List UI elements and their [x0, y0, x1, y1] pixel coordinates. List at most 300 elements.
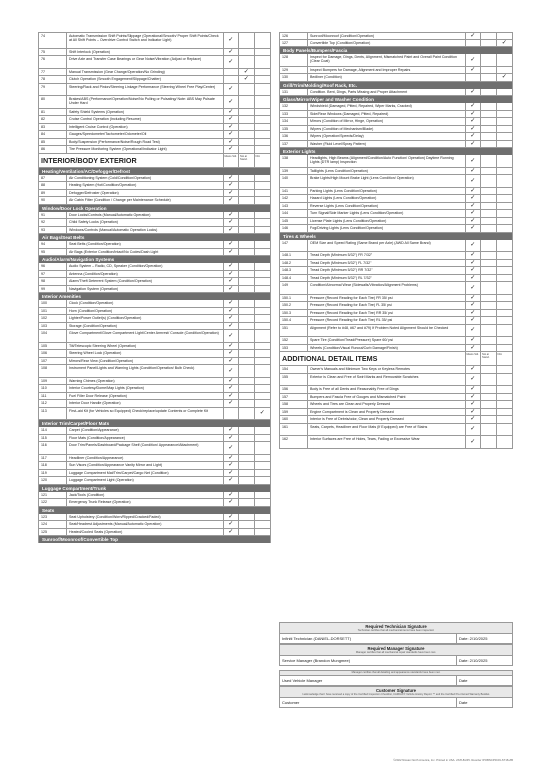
not-standard-checkbox[interactable] — [481, 175, 497, 187]
meets-standard-checkbox[interactable] — [224, 300, 240, 307]
not-standard-checkbox[interactable] — [481, 225, 497, 232]
not-standard-checkbox[interactable] — [481, 155, 497, 167]
meets-standard-checkbox[interactable] — [224, 241, 240, 248]
meets-standard-checkbox[interactable] — [224, 263, 240, 270]
na-checkbox[interactable] — [497, 175, 513, 187]
meets-standard-checkbox[interactable] — [224, 109, 240, 116]
not-standard-checkbox[interactable] — [481, 240, 497, 252]
meets-standard-checkbox[interactable] — [224, 49, 240, 56]
meets-standard-checkbox[interactable] — [224, 499, 240, 506]
na-checkbox[interactable] — [255, 455, 271, 462]
not-standard-checkbox[interactable] — [239, 315, 255, 322]
not-standard-checkbox[interactable] — [481, 67, 497, 74]
not-standard-checkbox[interactable] — [481, 275, 497, 282]
na-checkbox[interactable] — [497, 409, 513, 416]
not-standard-checkbox[interactable] — [481, 436, 497, 448]
meets-standard-checkbox[interactable] — [224, 69, 240, 76]
na-checkbox[interactable] — [497, 317, 513, 324]
na-checkbox[interactable] — [255, 427, 271, 434]
not-standard-checkbox[interactable] — [239, 116, 255, 123]
meets-standard-checkbox[interactable] — [466, 111, 482, 118]
na-checkbox[interactable] — [497, 310, 513, 317]
na-checkbox[interactable] — [497, 188, 513, 195]
meets-standard-checkbox[interactable] — [224, 96, 240, 108]
na-checkbox[interactable] — [255, 263, 271, 270]
na-checkbox[interactable] — [255, 323, 271, 330]
not-standard-checkbox[interactable] — [239, 330, 255, 342]
not-standard-checkbox[interactable] — [239, 182, 255, 189]
not-standard-checkbox[interactable] — [239, 521, 255, 528]
meets-standard-checkbox[interactable] — [466, 203, 482, 210]
meets-standard-checkbox[interactable] — [224, 76, 240, 83]
not-standard-checkbox[interactable] — [239, 76, 255, 83]
na-checkbox[interactable] — [255, 358, 271, 365]
na-checkbox[interactable] — [255, 212, 271, 219]
not-standard-checkbox[interactable] — [239, 393, 255, 400]
check-icon: ✓ — [228, 97, 234, 105]
meets-standard-checkbox[interactable] — [466, 218, 482, 225]
na-checkbox[interactable] — [255, 378, 271, 385]
not-standard-checkbox[interactable] — [239, 278, 255, 285]
meets-standard-checkbox[interactable] — [466, 394, 482, 401]
meets-standard-checkbox[interactable] — [466, 295, 482, 302]
na-checkbox[interactable] — [497, 337, 513, 344]
not-standard-checkbox[interactable] — [239, 323, 255, 330]
not-standard-checkbox[interactable] — [239, 286, 255, 293]
not-standard-checkbox[interactable] — [239, 492, 255, 499]
meets-standard-checkbox[interactable] — [224, 514, 240, 521]
not-standard-checkbox[interactable] — [481, 345, 497, 352]
meets-standard-checkbox[interactable] — [466, 103, 482, 110]
not-standard-checkbox[interactable] — [239, 190, 255, 197]
meets-standard-checkbox[interactable] — [466, 40, 482, 47]
na-checkbox[interactable] — [497, 74, 513, 81]
na-checkbox[interactable] — [497, 374, 513, 386]
not-standard-checkbox[interactable] — [239, 241, 255, 248]
meets-standard-checkbox[interactable] — [224, 492, 240, 499]
na-checkbox[interactable] — [255, 400, 271, 407]
na-checkbox[interactable] — [255, 109, 271, 116]
not-standard-checkbox[interactable] — [239, 146, 255, 153]
signature-line[interactable] — [279, 633, 513, 644]
na-checkbox[interactable] — [255, 84, 271, 96]
meets-standard-checkbox[interactable] — [466, 188, 482, 195]
not-standard-checkbox[interactable] — [239, 139, 255, 146]
meets-standard-checkbox[interactable] — [466, 260, 482, 267]
meets-standard-checkbox[interactable] — [224, 212, 240, 219]
not-standard-checkbox[interactable] — [481, 118, 497, 125]
not-standard-checkbox[interactable] — [481, 218, 497, 225]
meets-standard-checkbox[interactable] — [224, 84, 240, 96]
not-standard-checkbox[interactable] — [481, 394, 497, 401]
na-checkbox[interactable] — [255, 315, 271, 322]
meets-standard-checkbox[interactable] — [466, 118, 482, 125]
na-checkbox[interactable] — [255, 56, 271, 68]
item-number: 158 — [280, 401, 308, 408]
not-standard-checkbox[interactable] — [481, 282, 497, 294]
not-standard-checkbox[interactable] — [481, 302, 497, 309]
meets-standard-checkbox[interactable] — [224, 455, 240, 462]
na-checkbox[interactable] — [497, 275, 513, 282]
not-standard-checkbox[interactable] — [239, 263, 255, 270]
meets-standard-checkbox[interactable] — [224, 521, 240, 528]
meets-standard-checkbox[interactable] — [224, 278, 240, 285]
not-standard-checkbox[interactable] — [239, 350, 255, 357]
not-standard-checkbox[interactable] — [481, 111, 497, 118]
na-checkbox[interactable] — [255, 462, 271, 469]
not-standard-checkbox[interactable] — [239, 343, 255, 350]
meets-standard-checkbox[interactable] — [224, 308, 240, 315]
not-standard-checkbox[interactable] — [239, 529, 255, 536]
na-checkbox[interactable] — [497, 295, 513, 302]
na-checkbox[interactable] — [255, 300, 271, 307]
na-checkbox[interactable] — [255, 330, 271, 342]
meets-standard-checkbox[interactable] — [466, 33, 482, 39]
meets-standard-checkbox[interactable] — [224, 427, 240, 434]
na-checkbox[interactable] — [255, 365, 271, 377]
not-standard-checkbox[interactable] — [481, 337, 497, 344]
not-standard-checkbox[interactable] — [239, 84, 255, 96]
not-standard-checkbox[interactable] — [481, 126, 497, 133]
meets-standard-checkbox[interactable] — [224, 271, 240, 278]
na-checkbox[interactable] — [497, 67, 513, 74]
meets-standard-checkbox[interactable] — [466, 374, 482, 386]
meets-standard-checkbox[interactable] — [466, 67, 482, 74]
na-checkbox[interactable] — [255, 76, 271, 83]
na-checkbox[interactable] — [255, 514, 271, 521]
meets-standard-checkbox[interactable] — [224, 116, 240, 123]
not-standard-checkbox[interactable] — [481, 203, 497, 210]
meets-standard-checkbox[interactable] — [224, 442, 240, 454]
not-standard-checkbox[interactable] — [481, 424, 497, 436]
not-standard-checkbox[interactable] — [481, 54, 497, 66]
na-checkbox[interactable] — [255, 385, 271, 392]
meets-standard-checkbox[interactable] — [224, 249, 240, 256]
meets-standard-checkbox[interactable] — [224, 358, 240, 365]
na-checkbox[interactable] — [255, 116, 271, 123]
meets-standard-checkbox[interactable] — [224, 343, 240, 350]
na-checkbox[interactable] — [255, 124, 271, 131]
meets-standard-checkbox[interactable] — [466, 401, 482, 408]
meets-standard-checkbox[interactable] — [224, 190, 240, 197]
meets-standard-checkbox[interactable] — [224, 124, 240, 131]
not-standard-checkbox[interactable] — [481, 133, 497, 140]
not-standard-checkbox[interactable] — [239, 69, 255, 76]
not-standard-checkbox[interactable] — [239, 385, 255, 392]
na-checkbox[interactable] — [497, 111, 513, 118]
not-standard-checkbox[interactable] — [239, 249, 255, 256]
na-checkbox[interactable] — [255, 227, 271, 234]
meets-standard-checkbox[interactable] — [466, 54, 482, 66]
na-checkbox[interactable] — [255, 435, 271, 442]
na-checkbox[interactable] — [497, 33, 513, 39]
meets-standard-checkbox[interactable] — [224, 330, 240, 342]
not-standard-checkbox[interactable] — [239, 271, 255, 278]
not-standard-checkbox[interactable] — [239, 33, 255, 48]
not-standard-checkbox[interactable] — [481, 141, 497, 148]
meets-standard-checkbox[interactable] — [224, 408, 240, 420]
na-checkbox[interactable] — [497, 240, 513, 252]
not-standard-checkbox[interactable] — [239, 96, 255, 108]
meets-standard-checkbox[interactable] — [466, 252, 482, 259]
meets-standard-checkbox[interactable] — [466, 424, 482, 436]
na-checkbox[interactable] — [497, 252, 513, 259]
na-checkbox[interactable] — [255, 343, 271, 350]
na-checkbox[interactable] — [497, 424, 513, 436]
meets-standard-checkbox[interactable] — [466, 225, 482, 232]
meets-standard-checkbox[interactable] — [224, 435, 240, 442]
na-checkbox[interactable] — [497, 155, 513, 167]
signature-line[interactable] — [279, 675, 513, 686]
not-standard-checkbox[interactable] — [239, 435, 255, 442]
checklist-row — [38, 492, 271, 500]
meets-standard-checkbox[interactable] — [466, 409, 482, 416]
not-standard-checkbox[interactable] — [239, 56, 255, 68]
not-standard-checkbox[interactable] — [239, 175, 255, 182]
na-checkbox[interactable] — [497, 89, 513, 96]
na-checkbox[interactable] — [255, 477, 271, 484]
na-checkbox[interactable] — [255, 499, 271, 506]
not-standard-checkbox[interactable] — [239, 227, 255, 234]
meets-standard-checkbox[interactable] — [466, 126, 482, 133]
na-checkbox[interactable] — [497, 416, 513, 423]
na-checkbox[interactable] — [255, 49, 271, 56]
meets-standard-checkbox[interactable] — [466, 155, 482, 167]
not-standard-checkbox[interactable] — [239, 470, 255, 477]
not-standard-checkbox[interactable] — [239, 427, 255, 434]
na-checkbox[interactable] — [497, 386, 513, 393]
not-standard-checkbox[interactable] — [239, 462, 255, 469]
na-checkbox[interactable] — [255, 271, 271, 278]
meets-standard-checkbox[interactable] — [466, 141, 482, 148]
na-checkbox[interactable] — [497, 103, 513, 110]
item-number: 91 — [39, 212, 67, 219]
check-icon: ✓ — [470, 55, 476, 63]
na-checkbox[interactable] — [255, 529, 271, 536]
not-standard-checkbox[interactable] — [481, 33, 497, 39]
not-standard-checkbox[interactable] — [239, 365, 255, 377]
not-standard-checkbox[interactable] — [239, 455, 255, 462]
na-checkbox[interactable] — [497, 168, 513, 175]
not-standard-checkbox[interactable] — [481, 374, 497, 386]
meets-standard-checkbox[interactable] — [224, 385, 240, 392]
na-checkbox[interactable] — [497, 133, 513, 140]
na-checkbox[interactable] — [255, 69, 271, 76]
na-checkbox[interactable] — [497, 118, 513, 125]
meets-standard-checkbox[interactable] — [466, 89, 482, 96]
not-standard-checkbox[interactable] — [481, 195, 497, 202]
checklist-row — [38, 378, 271, 386]
na-checkbox[interactable] — [497, 345, 513, 352]
not-standard-checkbox[interactable] — [239, 408, 255, 420]
not-standard-checkbox[interactable] — [481, 295, 497, 302]
meets-standard-checkbox[interactable] — [466, 195, 482, 202]
meets-standard-checkbox[interactable] — [466, 282, 482, 294]
not-standard-checkbox[interactable] — [481, 188, 497, 195]
meets-standard-checkbox[interactable] — [466, 133, 482, 140]
meets-standard-checkbox[interactable] — [224, 529, 240, 536]
item-number: 130 — [280, 74, 308, 81]
na-checkbox[interactable] — [255, 492, 271, 499]
na-checkbox[interactable] — [255, 219, 271, 226]
not-standard-checkbox[interactable] — [239, 358, 255, 365]
na-checkbox[interactable] — [497, 325, 513, 337]
na-checkbox[interactable] — [497, 54, 513, 66]
meets-standard-checkbox[interactable] — [224, 219, 240, 226]
meets-standard-checkbox[interactable] — [224, 400, 240, 407]
meets-standard-checkbox[interactable] — [224, 477, 240, 484]
not-standard-checkbox[interactable] — [481, 252, 497, 259]
not-standard-checkbox[interactable] — [481, 89, 497, 96]
meets-standard-checkbox[interactable] — [466, 302, 482, 309]
na-checkbox[interactable] — [497, 401, 513, 408]
not-standard-checkbox[interactable] — [239, 400, 255, 407]
meets-standard-checkbox[interactable] — [466, 317, 482, 324]
na-checkbox[interactable] — [255, 175, 271, 182]
not-standard-checkbox[interactable] — [481, 401, 497, 408]
na-checkbox[interactable] — [255, 278, 271, 285]
meets-standard-checkbox[interactable] — [224, 323, 240, 330]
na-checkbox[interactable] — [497, 302, 513, 309]
na-checkbox[interactable] — [497, 40, 513, 47]
meets-standard-checkbox[interactable] — [466, 175, 482, 187]
not-standard-checkbox[interactable] — [239, 477, 255, 484]
meets-standard-checkbox[interactable] — [224, 365, 240, 377]
meets-standard-checkbox[interactable] — [224, 182, 240, 189]
not-standard-checkbox[interactable] — [481, 74, 497, 81]
meets-standard-checkbox[interactable] — [224, 227, 240, 234]
na-checkbox[interactable] — [255, 190, 271, 197]
na-checkbox[interactable] — [255, 131, 271, 138]
na-checkbox[interactable] — [255, 182, 271, 189]
meets-standard-checkbox[interactable] — [224, 470, 240, 477]
na-checkbox[interactable] — [497, 218, 513, 225]
meets-standard-checkbox[interactable] — [466, 386, 482, 393]
meets-standard-checkbox[interactable] — [224, 378, 240, 385]
not-standard-checkbox[interactable] — [239, 378, 255, 385]
meets-standard-checkbox[interactable] — [466, 366, 482, 373]
signature-line[interactable] — [279, 697, 513, 708]
na-checkbox[interactable] — [255, 146, 271, 153]
not-standard-checkbox[interactable] — [239, 197, 255, 204]
meets-standard-checkbox[interactable] — [224, 175, 240, 182]
meets-standard-checkbox[interactable] — [224, 462, 240, 469]
na-checkbox[interactable] — [255, 470, 271, 477]
na-checkbox[interactable] — [497, 195, 513, 202]
not-standard-checkbox[interactable] — [239, 131, 255, 138]
not-standard-checkbox[interactable] — [481, 260, 497, 267]
na-checkbox[interactable] — [497, 260, 513, 267]
na-checkbox[interactable] — [497, 366, 513, 373]
meets-standard-checkbox[interactable] — [224, 393, 240, 400]
na-checkbox[interactable] — [497, 210, 513, 217]
not-standard-checkbox[interactable] — [481, 416, 497, 423]
meets-standard-checkbox[interactable] — [466, 325, 482, 337]
na-checkbox[interactable] — [255, 442, 271, 454]
na-checkbox[interactable] — [255, 139, 271, 146]
not-standard-checkbox[interactable] — [239, 124, 255, 131]
not-standard-checkbox[interactable] — [481, 366, 497, 373]
signature-line[interactable] — [279, 655, 513, 666]
not-standard-checkbox[interactable] — [239, 212, 255, 219]
not-standard-checkbox[interactable] — [481, 267, 497, 274]
meets-standard-checkbox[interactable] — [224, 197, 240, 204]
na-checkbox[interactable] — [255, 197, 271, 204]
not-standard-checkbox[interactable] — [481, 325, 497, 337]
meets-standard-checkbox[interactable] — [466, 74, 482, 81]
na-checkbox[interactable] — [255, 286, 271, 293]
not-standard-checkbox[interactable] — [481, 210, 497, 217]
not-standard-checkbox[interactable] — [239, 109, 255, 116]
not-standard-checkbox[interactable] — [481, 168, 497, 175]
not-standard-checkbox[interactable] — [481, 310, 497, 317]
meets-standard-checkbox[interactable] — [466, 267, 482, 274]
item-description: Audio System – Radio, CD, Speaker (Condition/Operation) — [67, 263, 224, 270]
na-checkbox[interactable] — [255, 96, 271, 108]
signer-name: Customer — [280, 698, 457, 707]
item-number: 85 — [39, 139, 67, 146]
meets-standard-checkbox[interactable] — [466, 168, 482, 175]
meets-standard-checkbox[interactable] — [466, 416, 482, 423]
meets-standard-checkbox[interactable] — [224, 350, 240, 357]
not-standard-checkbox[interactable] — [481, 40, 497, 47]
meets-standard-checkbox[interactable] — [224, 146, 240, 153]
meets-standard-checkbox[interactable] — [466, 210, 482, 217]
meets-standard-checkbox[interactable] — [466, 436, 482, 448]
na-checkbox[interactable] — [497, 436, 513, 448]
na-checkbox[interactable] — [255, 249, 271, 256]
meets-standard-checkbox[interactable] — [466, 240, 482, 252]
na-checkbox[interactable] — [497, 267, 513, 274]
meets-standard-checkbox[interactable] — [224, 131, 240, 138]
na-checkbox[interactable] — [255, 308, 271, 315]
not-standard-checkbox[interactable] — [239, 300, 255, 307]
meets-standard-checkbox[interactable] — [224, 139, 240, 146]
not-standard-checkbox[interactable] — [239, 49, 255, 56]
meets-standard-checkbox[interactable] — [224, 286, 240, 293]
na-checkbox[interactable] — [255, 521, 271, 528]
not-standard-checkbox[interactable] — [481, 386, 497, 393]
meets-standard-checkbox[interactable] — [466, 345, 482, 352]
item-number: 116 — [39, 442, 67, 454]
na-checkbox[interactable] — [255, 33, 271, 48]
meets-standard-checkbox[interactable] — [224, 315, 240, 322]
na-checkbox[interactable] — [255, 241, 271, 248]
na-checkbox[interactable] — [497, 203, 513, 210]
meets-standard-checkbox[interactable] — [466, 337, 482, 344]
not-standard-checkbox[interactable] — [481, 317, 497, 324]
meets-standard-checkbox[interactable] — [224, 56, 240, 68]
na-checkbox[interactable] — [497, 394, 513, 401]
not-standard-checkbox[interactable] — [239, 219, 255, 226]
na-checkbox[interactable] — [255, 350, 271, 357]
not-standard-checkbox[interactable] — [481, 103, 497, 110]
na-checkbox[interactable] — [497, 141, 513, 148]
na-checkbox[interactable] — [497, 225, 513, 232]
meets-standard-checkbox[interactable] — [466, 275, 482, 282]
not-standard-checkbox[interactable] — [239, 514, 255, 521]
na-checkbox[interactable] — [255, 408, 271, 420]
na-checkbox[interactable] — [497, 126, 513, 133]
meets-standard-checkbox[interactable] — [466, 310, 482, 317]
na-checkbox[interactable] — [497, 282, 513, 294]
not-standard-checkbox[interactable] — [239, 442, 255, 454]
not-standard-checkbox[interactable] — [481, 409, 497, 416]
na-checkbox[interactable] — [255, 393, 271, 400]
not-standard-checkbox[interactable] — [239, 499, 255, 506]
meets-standard-checkbox[interactable] — [224, 33, 240, 48]
not-standard-checkbox[interactable] — [239, 308, 255, 315]
